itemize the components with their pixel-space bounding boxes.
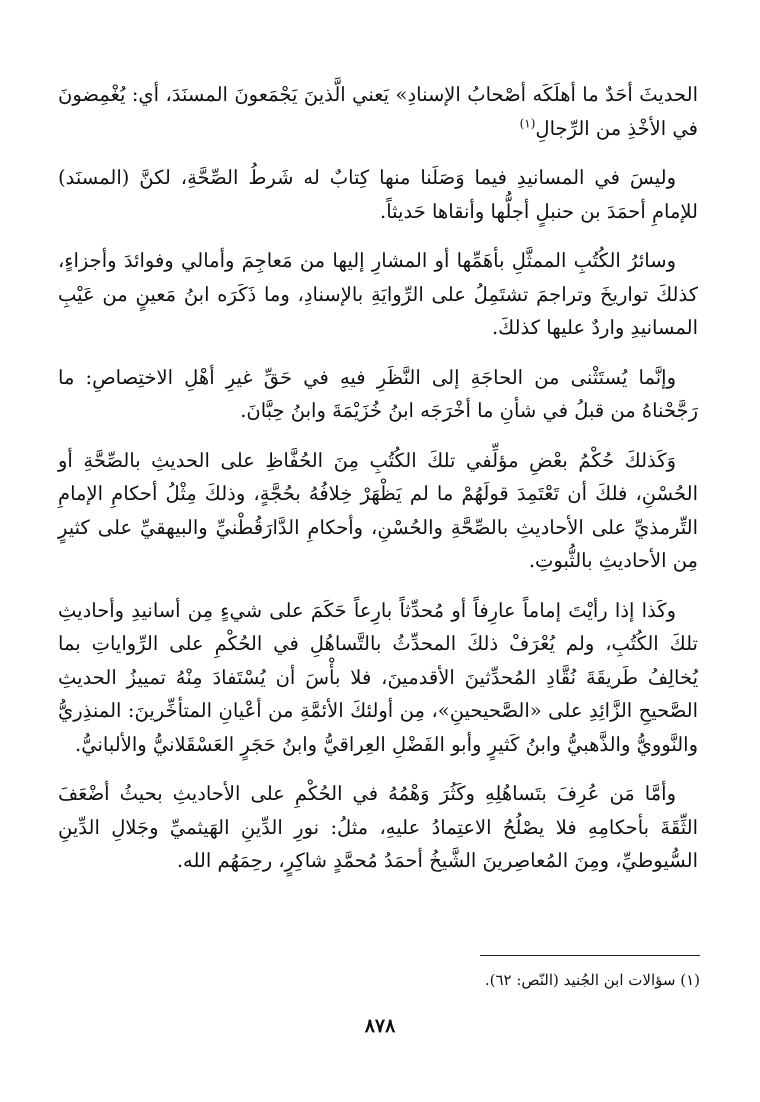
footnote: (١) سؤالات ابن الجُنيد (النّص: ٦٢).	[484, 971, 700, 989]
page-number: ٨٧٨	[364, 1015, 396, 1037]
footnote-reference[interactable]: (١)	[519, 116, 536, 130]
paragraph-1-text: الحديثَ أحَدٌ ما أهلَكَه أصْحابُ الإسنادِ» يَعني الَّذينَ يَجْمَعونَ المسنَدَ، أي: يُغْمِضونَ في الأخْذِ من الرِّجالِ	[58, 83, 698, 140]
paragraph-1	[58, 78, 698, 145]
footnote-separator	[480, 955, 700, 956]
paragraph-2: وليسَ في المسانيدِ فيما وَصَلَنا منها كِتابٌ له شَرطُ الصِّحَّةِ، لكنَّ (المسنَد) للإمامِ أحمَدَ بن حنبلٍ أجلُّها وأنقاها حَديثاً.	[58, 166, 698, 223]
paragraph-3: وسائرُ الكُتُبِ الممثَّلِ بأهَمِّها أو المشارِ إليها من مَعاجِمَ وأمالي وفوائدَ وأجزاءٍ، كذلكَ تواريخَ وتراجمَ تشتَمِلُ على الرِّوايَةِ بالإسنادِ، وما ذَكَرَه ابنُ مَعينٍ من عَيْبِ المسانيدِ واردٌ عليها كذلكَ.	[58, 249, 698, 339]
paragraph-6: وكَذا إذا رأيْتَ إماماً عارِفاً أو مُحدِّثاً بارِعاً حَكَمَ على شيءٍ مِن أسانيدِ وأحاديثِ تلكَ الكُتُبِ، ولم يُعْرَفْ ذلكَ المحدِّثُ بالتَّساهُلِ في الحُكْمِ على الرِّواياتِ بما يُخالِفُ طَريقَةَ نُقَّادِ المُحدِّثينَ الأقدمينَ، فلا بأْسَ أن يُسْتَفادَ مِنْهُ تمييزُ الحديثِ الصَّحيحِ الزَّائِدِ على «الصَّحيحينِ»، مِن أولئكَ الأئمَّةِ من أعْيانِ المتأخِّرينَ: المنذِريُّ والنَّوويُّ والذَّهبيُّ وابنُ كَثيرٍ وأبو الفَضْلِ العِراقيُّ وابنُ حَجَرٍ العَسْقَلانيُّ والألبانيُّ.	[58, 598, 698, 756]
paragraph-5: وَكَذلكَ حُكْمُ بعْضِ مؤلِّفي تلكَ الكُتُبِ مِنَ الحُفَّاظِ على الحديثِ بالصِّحَّةِ أو الحُسْنِ، فلكَ أن تَعْتَمِدَ قولَهُمْ ما لم يَظْهَرْ خِلافُهُ بحُجَّةٍ، وذلكَ مِثْلُ أحكامِ الإمامِ التِّرمذيِّ على الأحاديثِ بالصِّحَّةِ والحُسْنِ، وأحكامِ الدَّارَقُطْنيِّ والبيهقيِّ على كثيرٍ مِن الأحاديثِ بالثُّبوتِ.	[58, 448, 698, 572]
paragraph-7: وأمَّا مَن عُرِفَ بتَساهُلِهِ وكَثُرَ وَهْمُهُ في الحُكْمِ على الأحاديثِ بحيثُ أضْعَفَ الثِّقَةَ بأحكامِهِ فلا يصْلُحُ الاعتِمادُ عليهِ، مثلُ: نورِ الدِّينِ الهَيثميِّ وجَلالِ الدِّينِ السُّيوطيِّ، ومِنَ المُعاصِرينَ الشَّيخُ أحمَدُ مُحمَّدٍ شاكِرٍ، رحِمَهُم الله.	[58, 782, 698, 872]
paragraph-4: وإنَّما يُستَثْنى من الحاجَةِ إلى النَّظَرِ فيهِ في حَقِّ غيرِ أهْلِ الاختِصاصِ: ما رَجَّحْناهُ من قبلُ في شأنِ ما أخْرَجَه ابنُ خُزَيْمَةَ وابنُ حِبَّانَ.	[58, 365, 698, 422]
